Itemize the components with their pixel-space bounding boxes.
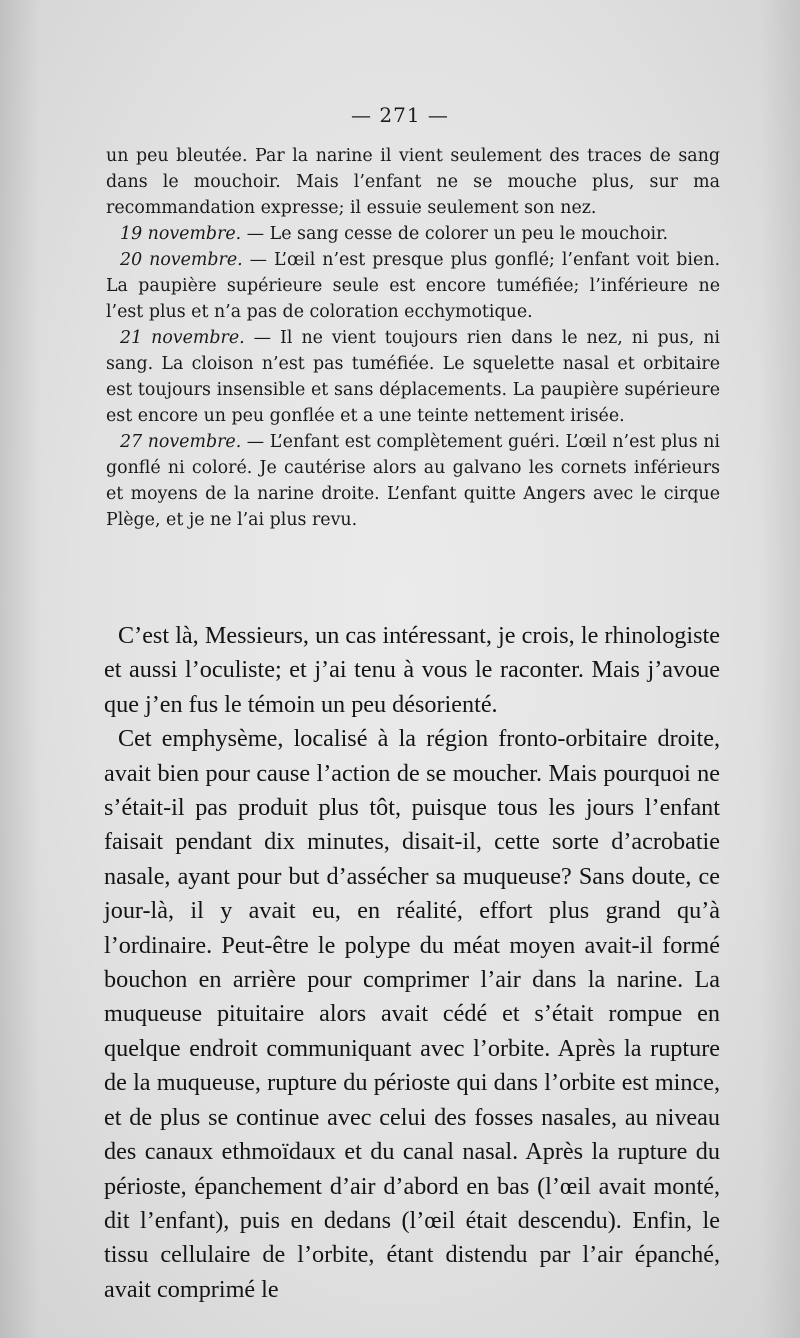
note-date: 27 novembre. xyxy=(120,432,242,452)
page-left-shadow xyxy=(0,0,40,1338)
paragraph: Cet emphysème, localisé à la région fronto-orbitaire droite, avait bien pour cause l’action de se moucher. Mais pourquoi ne s’était-il pas produit plus tôt, puisque tous les jours l’enfant faisait pendant dix minutes, disait-il, cette sorte d’acrobatie nasale, ayant pour but d’assécher sa muqueuse? Sans doute, ce jour-là, il y avait eu, en réalité, effort plus grand qu’à l’ordinaire. Peut-être le polype du méat moyen avait-il formé bouchon en arrière pour comprimer l’air dans la narine. La muqueuse pituitaire alors avait cédé et s’était rompue en quelque endroit communiquant avec l’orbite. Après la rupture de la muqueuse, rupture du périoste qui dans l’orbite est mince, et de plus se continue avec celui des fosses nasales, au niveau des canaux ethmoïdaux et du canal nasal. Après la rupture du périoste, épanchement d’air d’abord en bas (l’œil avait monté, dit l’enfant), puis en dedans (l’œil était descendu). Enfin, le tissu cellulaire de l’orbite, étant distendu par l’air épanché, avait comprimé le xyxy=(104,725,720,1303)
case-notes xyxy=(106,143,720,533)
page-number: — 271 — xyxy=(351,103,449,127)
notes-intro: un peu bleutée. Par la narine il vient seulement des traces de sang dans le mouchoir. Mais l’enfant ne se mouche plus, sur ma recommandation expresse; il essuie seulement son nez. xyxy=(106,146,720,218)
note-entry xyxy=(106,247,720,325)
note-text: — Le sang cesse de colorer un peu le mouchoir. xyxy=(241,224,669,244)
main-text xyxy=(104,619,720,1307)
note-text: — L’œil n’est presque plus gonflé; l’enfant voit bien. La paupière supérieure seule est encore tuméfiée; l’inférieure ne l’est plus et n’a pas de coloration ecchymotique. xyxy=(106,250,720,322)
paragraph: C’est là, Messieurs, un cas intéressant, je crois, le rhinologiste et aussi l’oculiste; et j’ai tenu à vous le raconter. Mais j’avoue que j’en fus le témoin un peu désorienté. xyxy=(104,622,720,718)
note-text: — Il ne vient toujours rien dans le nez, ni pus, ni sang. La cloison n’est pas tuméfiée. Le squelette nasal et orbitaire est toujours insensible et sans déplacements. La paupière supérieure est encore un peu gonflée et a une teinte nettement irisée. xyxy=(106,328,720,426)
page-right-shadow xyxy=(760,0,800,1338)
note-entry xyxy=(106,221,720,247)
note-date: 20 novembre. xyxy=(120,250,243,270)
note-entry xyxy=(106,429,720,533)
note-text: — L’enfant est complètement guéri. L’œil n’est plus ni gonflé ni coloré. Je cautérise alors au galvano les cornets inférieurs et moyens de la narine droite. L’enfant quitte Angers avec le cirque Plège, et je ne l’ai plus revu. xyxy=(106,432,720,530)
note-date: 19 novembre. xyxy=(120,224,242,244)
note-entry xyxy=(106,325,720,429)
note-date: 21 novembre. xyxy=(120,328,245,348)
